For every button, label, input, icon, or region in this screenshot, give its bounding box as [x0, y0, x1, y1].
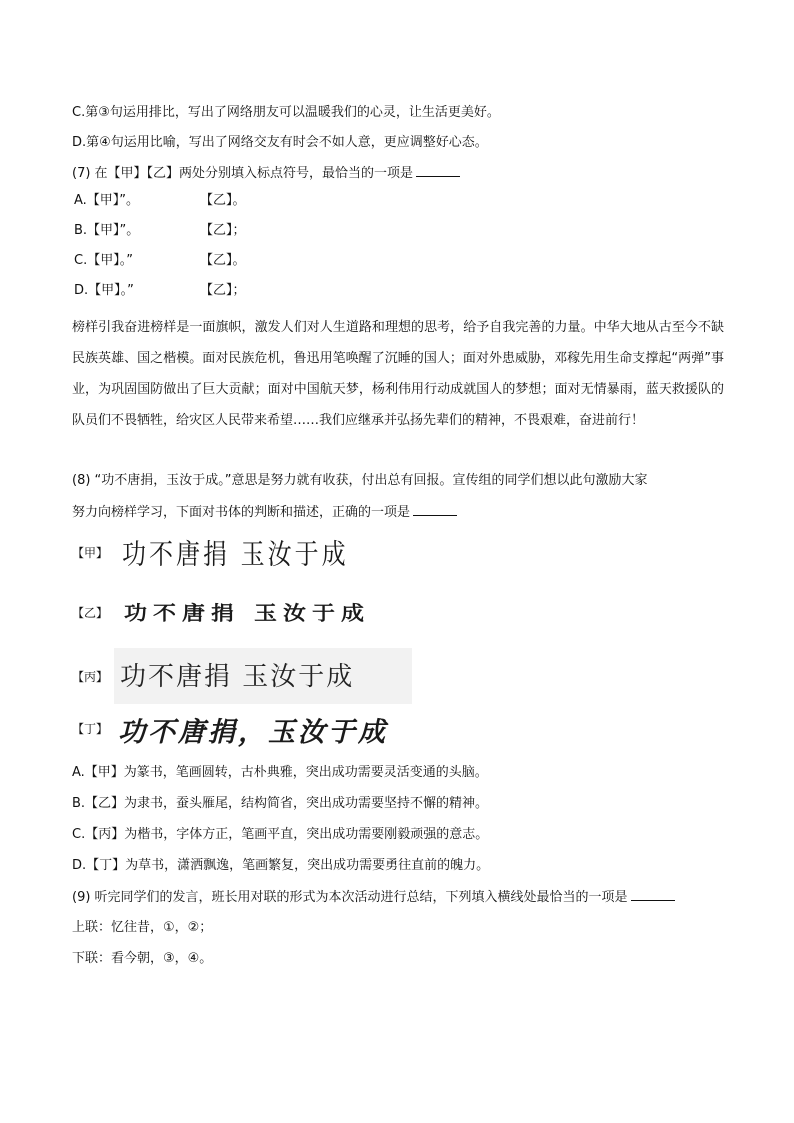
q7-option-c-jia: C.【甲】。”: [74, 253, 133, 268]
question-7: [72, 164, 460, 183]
question-8-text: 努力向榜样学习，下面对书体的判断和描述，正确的一项是: [72, 505, 411, 520]
q7-option-a-jia: A.【甲】”。: [74, 193, 140, 208]
answer-blank: [416, 164, 460, 177]
question-7-text: (7) 在【甲】【乙】两处分别填入标点符号，最恰当的一项是: [72, 166, 414, 181]
option-d-line: D.第④句运用比喻，写出了网络交友有时会不如人意，更应调整好心态。: [72, 135, 488, 150]
q7-option-a: [74, 192, 246, 210]
role-model-paragraph: 榜样引我奋进榜样是一面旗帜，激发人们对人生道路和理想的思考，给予自我完善的力量。中华大地从古至今不缺民族英雄、国之楷模。面对民族危机，鲁迅用笔唤醒了沉睡的国人；面对外患威胁，邓稼先用生命支撑起“两弹”事业，为巩固国防做出了巨大贡献；面对中国航天梦，杨利伟用行动成就国人的梦想；面对无情暴雨，蓝天救援队的队员们不畏牺牲，给灾区人民带来希望……我们应继承并弘扬先辈们的精神，不畏艰难，奋进前行！: [72, 320, 724, 428]
calligraphy-label: 【丁】: [72, 722, 109, 736]
q7-option-a-yi: 【乙】。: [200, 193, 246, 208]
regular-script-sample: 功不唐捐 玉汝于成: [120, 662, 355, 692]
answer-blank: [413, 503, 457, 516]
q8-option-d: D.【丁】为草书，潇洒飘逸，笔画繁复，突出成功需要勇往直前的魄力。: [72, 858, 490, 873]
q7-option-d: [74, 282, 246, 300]
option-c-line: C.第③句运用排比，写出了网络朋友可以温暖我们的心灵，让生活更美好。: [72, 105, 500, 120]
q7-option-d-yi: 【乙】；: [200, 283, 246, 298]
question-8-line-2: [72, 503, 457, 522]
calligraphy-label: 【丙】: [72, 670, 109, 684]
q7-option-c: [74, 252, 246, 270]
question-8-line-1: (8) “功不唐捐，玉汝于成。”意思是努力就有收获，付出总有回报。宣传组的同学们想以此句激励大家: [72, 473, 648, 488]
clerical-script-sample: 功不唐捐 玉汝于成: [124, 602, 371, 625]
q8-option-b: B.【乙】为隶书，蚕头雁尾，结构简省，突出成功需要坚持不懈的精神。: [72, 796, 489, 811]
q7-option-b-yi: 【乙】；: [200, 223, 246, 238]
q7-option-b: [74, 222, 246, 240]
question-9: [72, 888, 675, 907]
q8-option-c: C.【丙】为楷书，字体方正，笔画平直，突出成功需要刚毅顽强的意志。: [72, 827, 489, 842]
q7-option-b-jia: B.【甲】”。: [74, 223, 140, 238]
couplet-upper: 上联：忆往昔，①，②；: [72, 920, 213, 935]
couplet-lower: 下联：看今朝，③，④。: [72, 951, 213, 966]
seal-script-sample: 功不唐捐 玉汝于成: [122, 538, 349, 571]
q7-option-c-yi: 【乙】。: [200, 253, 246, 268]
calligraphy-label: 【甲】: [72, 546, 109, 560]
cursive-script-sample: 功不唐捐，玉汝于成: [118, 717, 388, 748]
q7-option-d-jia: D.【甲】。”: [74, 283, 134, 298]
calligraphy-label: 【乙】: [72, 606, 109, 620]
answer-blank: [631, 888, 675, 901]
question-9-text: (9) 听完同学们的发言，班长用对联的形式为本次活动进行总结，下列填入横线处最恰当的一项是: [72, 890, 628, 905]
q8-option-a: A.【甲】为篆书，笔画圆转，古朴典雅，突出成功需要灵活变通的头脑。: [72, 765, 488, 780]
